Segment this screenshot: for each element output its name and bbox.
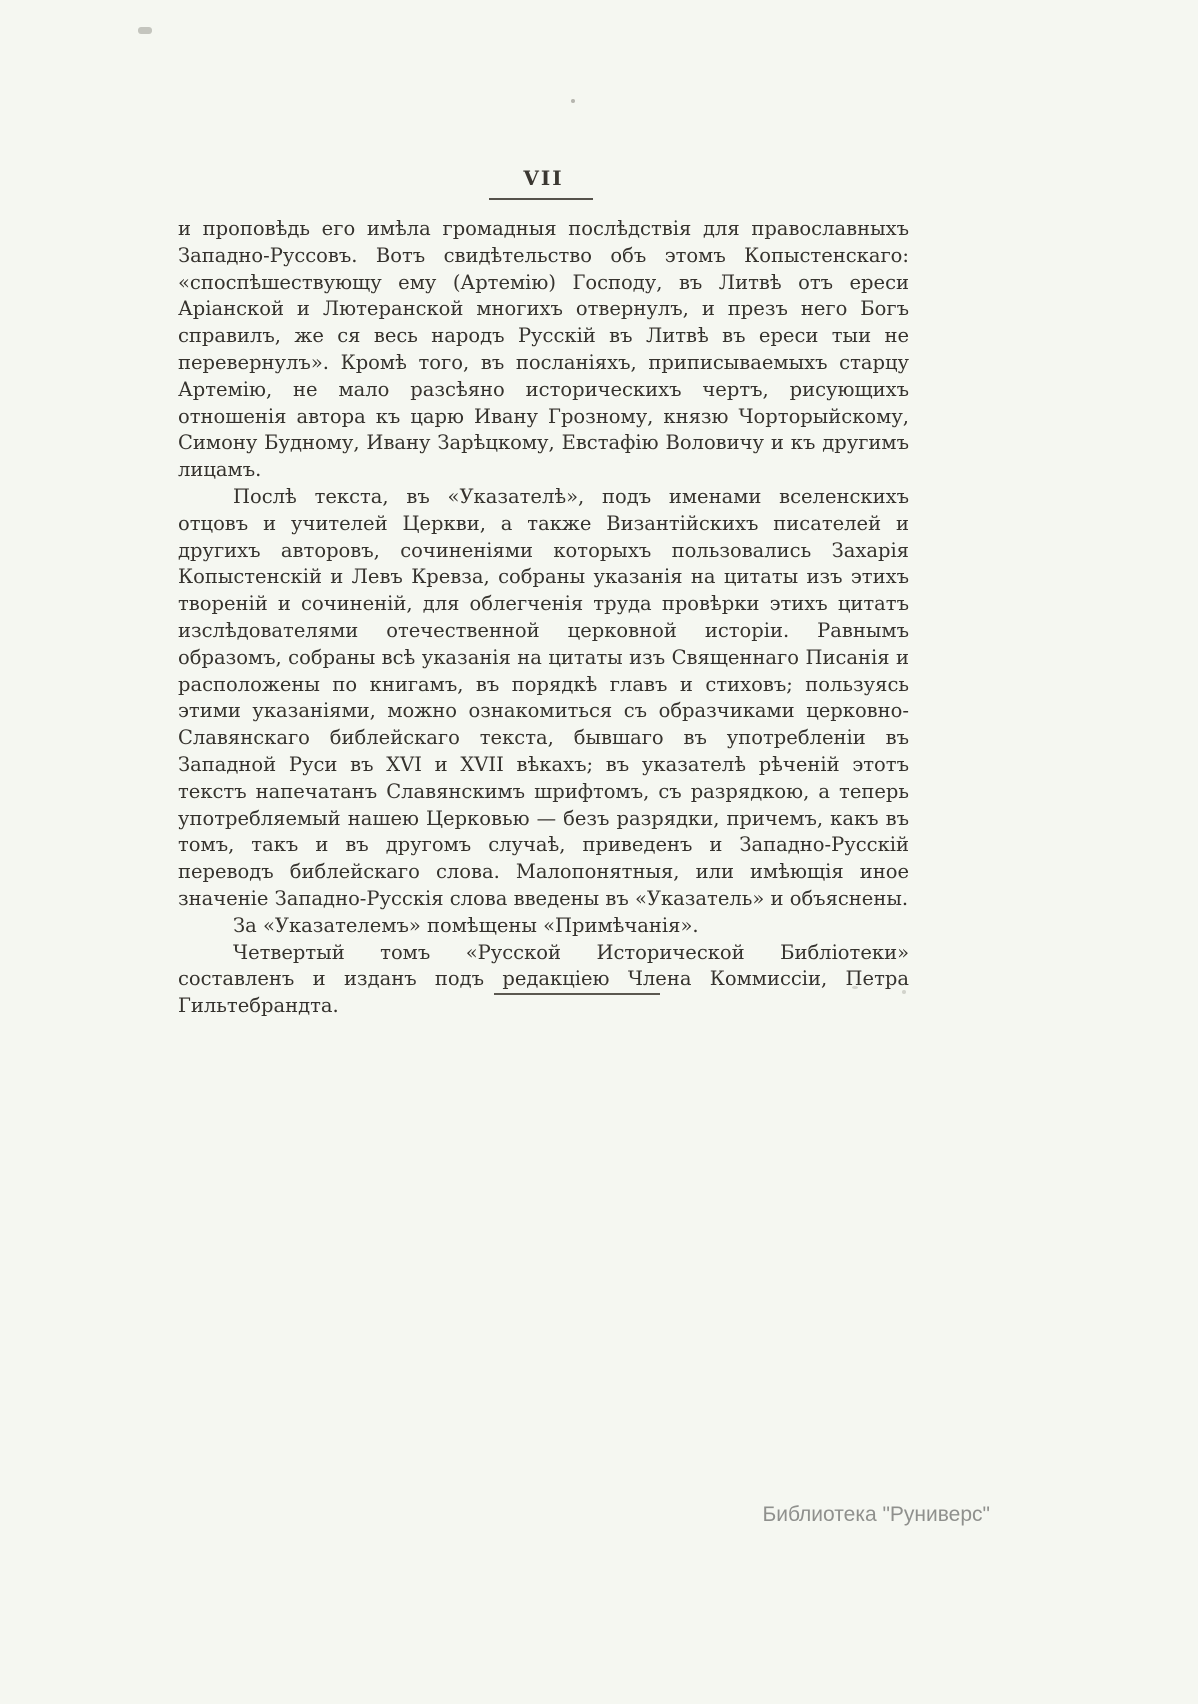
paragraph-continued: и проповѣдь его имѣла громадныя послѣдствія для православныхъ Западно-Руссовъ. Вотъ свидѣтельство объ этомъ Копыстенскаго: «споспѣшествующу ему (Артемію) Господу, въ Литвѣ отъ ереси Аріанской и Лютеранской многихъ отвернулъ, и презъ него Богъ справилъ, же ся весь народъ Русскій въ Литвѣ въ ереси тыи не перевернулъ». Кромѣ того, въ посланіяхъ, приписываемыхъ старцу Артемію, не мало разсѣяно историческихъ чертъ, рисующихъ отношенія автора къ царю Ивану Грозному, князю Чорторыйскому, Симону Будному, Ивану Зарѣцкому, Евстафію Воловичу и къ другимъ лицамъ.: [178, 217, 909, 482]
paragraph: За «Указателемъ» помѣщены «Примѣчанія».: [233, 913, 699, 937]
text-block: [178, 216, 909, 1020]
scan-artifact: [571, 99, 575, 103]
paragraph: Четвертый томъ «Русской Исторической Библіотеки» составленъ и изданъ подъ редакціею Члена Коммиссіи, Петра Гильтебрандта.: [178, 940, 909, 1018]
scan-artifact: [138, 27, 152, 34]
page-number-rule: [489, 198, 593, 200]
library-watermark: Библиотека "Руниверс": [762, 1503, 990, 1526]
paragraph: Послѣ текста, въ «Указателѣ», подъ именами вселенскихъ отцовъ и учителей Церкви, а также Византійскихъ писателей и другихъ авторовъ, сочиненіями которыхъ пользовались Захарія Копыстенскій и Левъ Кревза, собраны указанія на цитаты изъ этихъ твореній и сочиненій, для облегченія труда провѣрки этихъ цитатъ изслѣдователями отечественной церковной исторіи. Равнымъ образомъ, собраны всѣ указанія на цитаты изъ Священнаго Писанія и расположены по книгамъ, въ порядкѣ главъ и стиховъ; пользуясь этими указаніями, можно ознакомиться съ образчиками церковно-Славянскаго библейскаго текста, бывшаго въ употребленіи въ Западной Руси въ XVI и XVII вѣкахъ; въ указателѣ рѣченій этотъ текстъ напечатанъ Славянскимъ шрифтомъ, съ разрядкою, а теперь употребляемый нашею Церковью — безъ разрядки, причемъ, какъ въ томъ, такъ и въ другомъ случаѣ, приведенъ и Западно-Русскій переводъ библейскаго слова. Малопонятныя, или имѣющія иное значеніе Западно-Русскія слова введены въ «Указатель» и объяснены.: [178, 484, 909, 910]
section-divider: [494, 993, 660, 995]
page-number: VII: [523, 166, 564, 190]
